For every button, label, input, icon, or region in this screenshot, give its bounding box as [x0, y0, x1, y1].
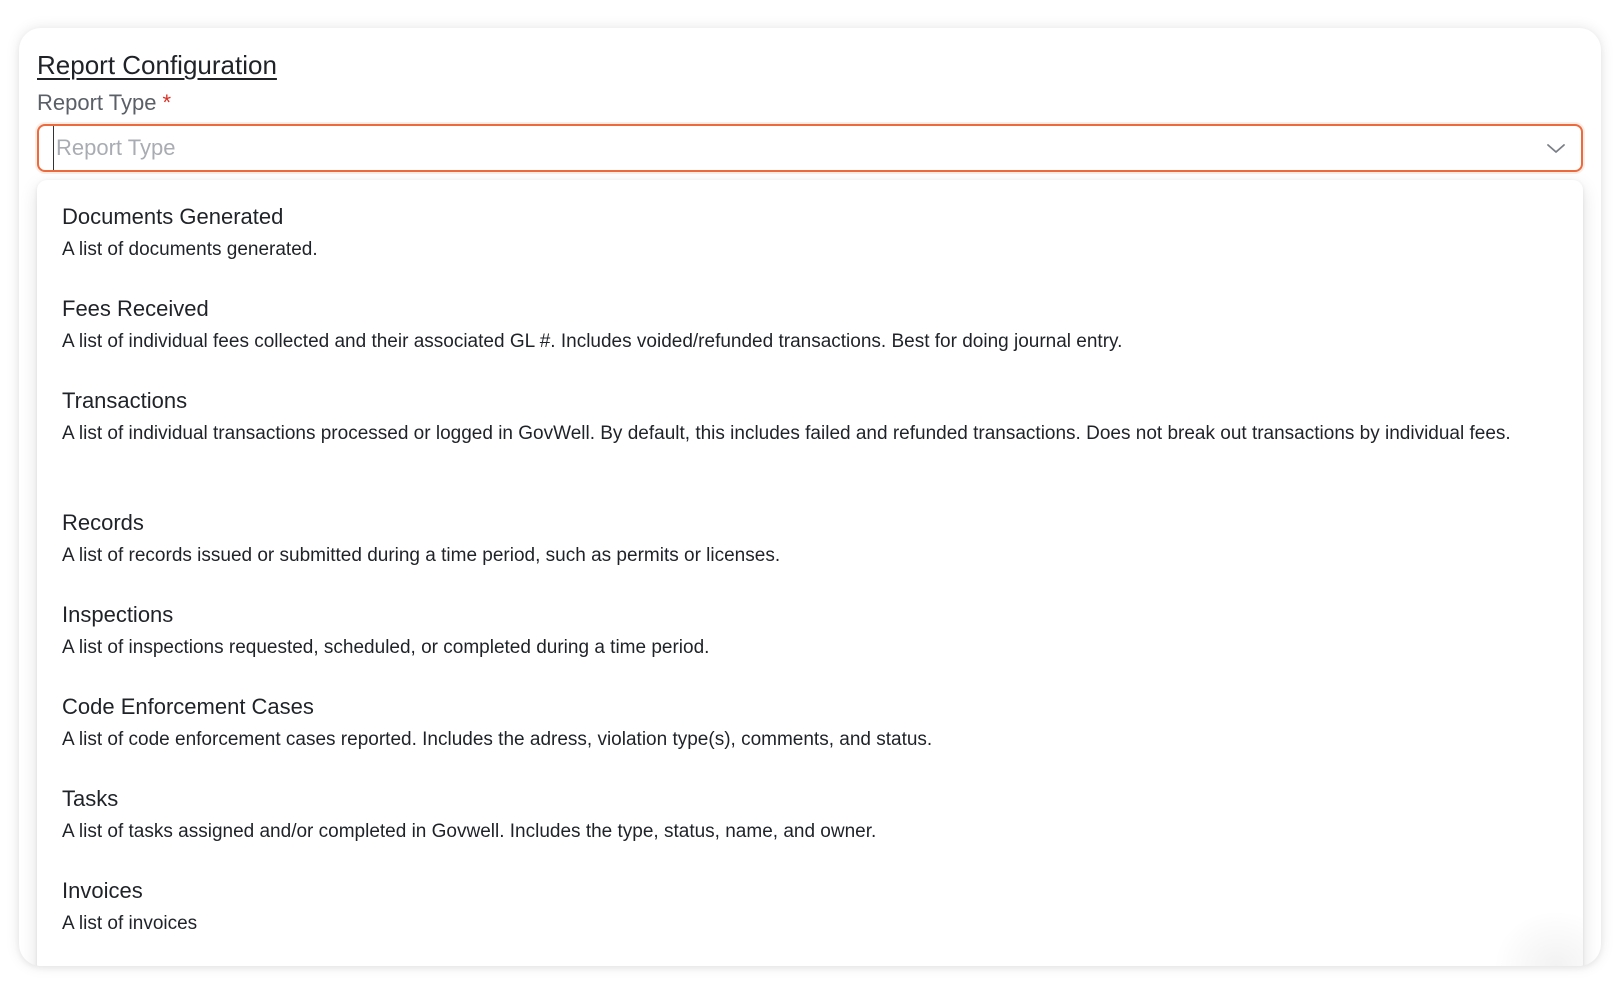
option-title: Invoices	[62, 878, 143, 903]
dropdown-option-transactions[interactable]	[37, 386, 1583, 450]
report-type-label	[37, 88, 171, 118]
dropdown-option-tasks[interactable]	[37, 784, 1583, 848]
option-description: A list of documents generated.	[62, 239, 318, 260]
chevron-down-icon[interactable]	[1545, 138, 1567, 158]
option-description: A list of code enforcement cases reported. Includes the adress, violation type(s), comments, and status.	[62, 729, 933, 750]
report-type-search-input[interactable]	[53, 126, 1516, 170]
option-title: Documents Generated	[62, 204, 284, 229]
dropdown-option-code-enforcement-cases[interactable]	[37, 692, 1583, 756]
option-description: A list of inspections requested, scheduled, or completed during a time period.	[62, 637, 710, 658]
option-title: Transactions	[62, 388, 188, 413]
option-title: Fees Received	[62, 296, 209, 321]
report-configuration-card	[19, 28, 1601, 966]
dropdown-option-fees-received[interactable]	[37, 294, 1583, 358]
dropdown-option-documents-generated[interactable]	[37, 202, 1583, 266]
dropdown-option-invoices[interactable]	[37, 876, 1583, 940]
option-description: A list of invoices	[62, 913, 198, 934]
section-title: Report Configuration	[37, 50, 277, 80]
report-type-label-text: Report Type	[37, 90, 157, 115]
option-description: A list of individual transactions processed or logged in GovWell. By default, this includes failed and refunded transactions. Does not break out transactions by individual fees.	[62, 423, 1511, 444]
dropdown-option-inspections[interactable]	[37, 600, 1583, 664]
required-indicator: *	[162, 90, 172, 115]
option-title: Tasks	[62, 786, 119, 811]
dropdown-option-records[interactable]	[37, 508, 1583, 572]
option-description: A list of records issued or submitted during a time period, such as permits or licenses.	[62, 545, 781, 566]
report-type-dropdown-menu	[37, 180, 1583, 966]
option-description: A list of tasks assigned and/or completed in Govwell. Includes the type, status, name, and owner.	[62, 821, 877, 842]
option-title: Records	[62, 510, 144, 535]
report-type-select[interactable]	[37, 124, 1583, 172]
option-description: A list of individual fees collected and their associated GL #. Includes voided/refunded transactions. Best for doing journal entry.	[62, 331, 1123, 352]
scroll-shadow	[1493, 910, 1583, 966]
option-title: Inspections	[62, 602, 174, 627]
option-title: Code Enforcement Cases	[62, 694, 314, 719]
